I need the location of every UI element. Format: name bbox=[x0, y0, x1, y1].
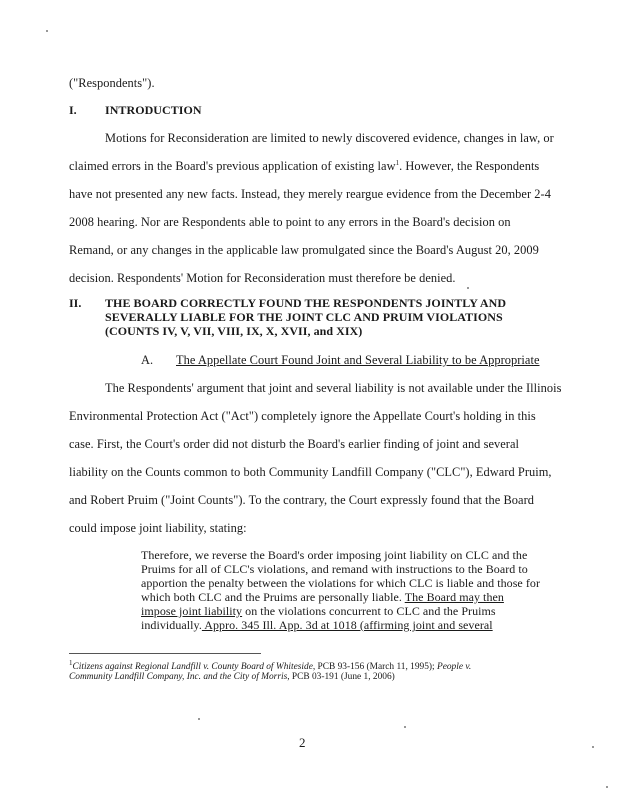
section-number: I. bbox=[69, 103, 77, 117]
paragraph-line: and Robert Pruim ("Joint Counts"). To the contrary, the Court expressly found that the Board bbox=[69, 493, 534, 507]
paragraph-line: Motions for Reconsideration are limited to newly discovered evidence, changes in law, or bbox=[105, 131, 554, 145]
scan-speck bbox=[404, 726, 406, 728]
case-name: Community Landfill Company, Inc. and the City of Morris bbox=[69, 672, 288, 682]
section-heading-line: (COUNTS IV, V, VII, VIII, IX, X, XVII, and XIX) bbox=[105, 324, 363, 338]
section-heading-line: SEVERALLY LIABLE FOR THE JOINT CLC AND PRUIM VIOLATIONS bbox=[105, 310, 503, 324]
case-name: People v. bbox=[436, 662, 472, 673]
footnote-line bbox=[69, 672, 395, 682]
scan-speck bbox=[592, 746, 594, 748]
block-quote-line bbox=[141, 618, 493, 633]
footnote-line bbox=[69, 659, 471, 672]
paragraph-text: . However, the Respondents bbox=[399, 159, 540, 174]
case-name: Citizens against Regional Landfill v. County Board of Whiteside bbox=[72, 662, 313, 673]
footnote-number: 1 bbox=[69, 659, 73, 667]
block-quote-line: Pruims for all of CLC's violations, and remand with instructions to the Board to bbox=[141, 562, 528, 576]
page-number: 2 bbox=[299, 735, 306, 750]
paragraph-text: claimed errors in the Board's previous application of existing law bbox=[69, 159, 396, 174]
footnote-text: , PCB 03-191 (June 1, 2006) bbox=[287, 672, 395, 682]
block-quote-line bbox=[141, 604, 496, 619]
block-quote-line: apportion the penalty between the violations for which CLC is liable and those for bbox=[141, 576, 541, 590]
paragraph-line bbox=[69, 159, 539, 174]
subsection-heading: The Appellate Court Found Joint and Several Liability to be Appropriate bbox=[176, 353, 540, 367]
paragraph-line: 2008 hearing. Nor are Respondents able to point to any errors in the Board's decision on bbox=[69, 215, 511, 229]
paragraph-line: could impose joint liability, stating: bbox=[69, 521, 247, 535]
footnote-text: , PCB 93-156 (March 11, 1995); bbox=[312, 662, 437, 673]
quote-text: which both CLC and the Pruims are personally liable. bbox=[141, 590, 405, 604]
block-quote-line bbox=[141, 590, 504, 605]
footnote-marker: 1 bbox=[395, 159, 400, 167]
section-heading-line: THE BOARD CORRECTLY FOUND THE RESPONDENTS JOINTLY AND bbox=[105, 296, 507, 310]
block-quote-line: Therefore, we reverse the Board's order imposing joint liability on CLC and the bbox=[141, 548, 528, 562]
scan-speck bbox=[606, 786, 608, 788]
citation-text: Appro. 345 Ill. App. 3d at 1018 (affirming joint and several bbox=[201, 618, 493, 632]
paragraph-line: Remand, or any changes in the applicable law promulgated since the Board's August 20, 2009 bbox=[69, 243, 539, 257]
paragraph-line: liability on the Counts common to both Community Landfill Company ("CLC"), Edward Pruim, bbox=[69, 465, 552, 479]
paragraph-line: Environmental Protection Act ("Act") completely ignore the Appellate Court's holding in this bbox=[69, 409, 536, 423]
scan-speck bbox=[198, 718, 200, 720]
paragraph-line: case. First, the Court's order did not disturb the Board's earlier finding of joint and several bbox=[69, 437, 520, 451]
footnote-divider bbox=[69, 653, 261, 654]
quote-text: individually. bbox=[141, 618, 202, 632]
section-number: II. bbox=[69, 296, 82, 310]
quote-text: on the violations concurrent to CLC and the Pruims bbox=[242, 604, 496, 618]
scan-speck bbox=[46, 30, 48, 32]
subsection-label: A. bbox=[141, 353, 154, 367]
paragraph-line: The Respondents' argument that joint and several liability is not available under the Illinois bbox=[105, 381, 562, 395]
paragraph-line: decision. Respondents' Motion for Reconsideration must therefore be denied. bbox=[69, 271, 456, 285]
scan-speck bbox=[467, 287, 469, 289]
quote-emphasis: impose joint liability bbox=[141, 604, 243, 618]
section-heading-introduction: INTRODUCTION bbox=[105, 103, 202, 117]
respondents-reference: ("Respondents"). bbox=[69, 76, 155, 90]
paragraph-line: have not presented any new facts. Instead, they merely reargue evidence from the December 2-4 bbox=[69, 187, 551, 201]
quote-emphasis: The Board may then bbox=[404, 590, 504, 604]
